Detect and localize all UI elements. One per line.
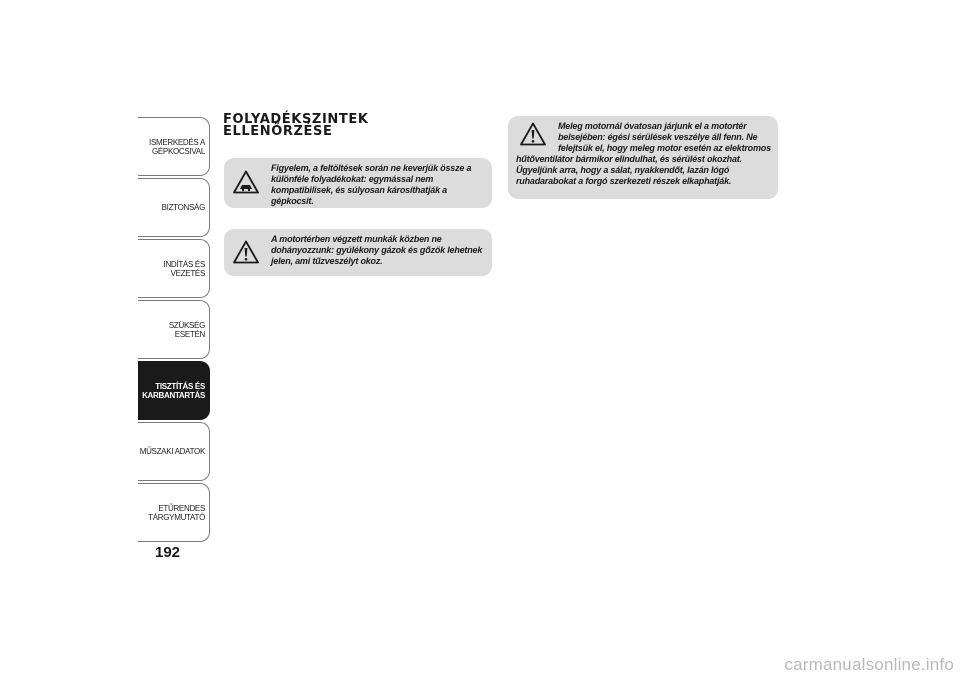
tab-label: ISMERKEDÉS A GÉPKOCSIVAL: [149, 137, 205, 156]
chapter-sidebar: [138, 117, 210, 544]
warning-box-fluids: [224, 158, 492, 208]
warning-text: [516, 121, 772, 187]
watermark: carmanualsonline.info: [784, 655, 954, 674]
warning-triangle-icon: [233, 240, 259, 264]
page-number: 192: [155, 544, 181, 561]
tab-szukseg-eseten[interactable]: [138, 300, 210, 359]
engine-damage-icon: [233, 170, 259, 194]
tab-muszaki-adatok[interactable]: [138, 422, 210, 481]
tab-targymutato[interactable]: [138, 483, 210, 542]
tab-label: MŰSZAKI ADATOK: [139, 447, 205, 456]
tab-label: BIZTONSÁG: [161, 203, 205, 212]
tab-label: TISZTÍTÁS ÉS KARBANTARTÁS: [142, 381, 205, 400]
tab-tisztitas-es-karbantartas[interactable]: [138, 361, 210, 420]
warning-text-rest: hűtőventilátor bármikor elindulhat, és sérülést okozhat. Ügyeljünk arra, hogy a sálat, nyakkendőt, lazán lógó ruhadarabokat a forgó szerkezeti részek elkaphatják.: [516, 154, 742, 186]
tab-label: SZÜKSÉG ESETÉN: [168, 320, 205, 339]
warning-text-indented: Meleg motornál óvatosan járjunk el a motortér belsejében: égési sérülések veszélye áll fenn. Ne felejtsük el, hogy meleg motor esetén az elektromos: [558, 121, 771, 153]
tab-label: INDÍTÁS ÉS VEZETÉS: [163, 259, 205, 278]
tab-biztonsag[interactable]: [138, 178, 210, 237]
warning-box-smoking: [224, 229, 492, 276]
tab-label: ETŰRENDES TÁRGYMUTATÓ: [148, 503, 205, 522]
warning-text: A motortérben végzett munkák közben ne dohányozzunk: gyúlékony gázok és gőzök lehetnek jelen, ami tűzveszélyt okoz.: [271, 234, 483, 266]
section-title: FOLYADÉKSZINTEK ELLENŐRZÉSE: [223, 112, 369, 139]
tab-ismerkedes[interactable]: [138, 117, 210, 176]
warning-text: Figyelem, a feltöltések során ne keverjük össze a különféle folyadékokat: egymással nem kompatibilisek, és súlyosan károsíthatják a gépkocsit.: [271, 163, 472, 206]
warning-box-hot-engine: [508, 116, 778, 199]
tab-inditas-es-vezetes[interactable]: [138, 239, 210, 298]
